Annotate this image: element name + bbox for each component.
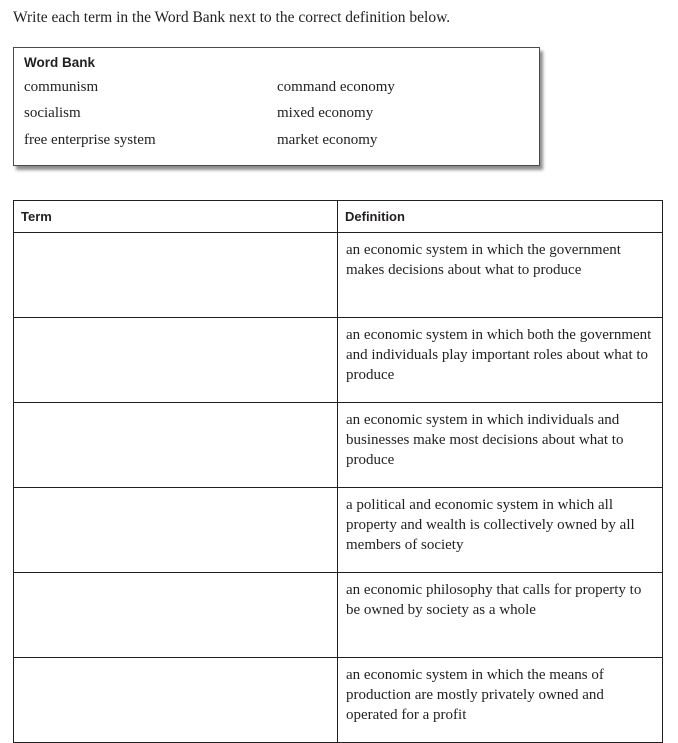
word-bank-term: market economy (277, 132, 378, 148)
term-answer-cell[interactable] (14, 233, 338, 318)
definition-cell: an economic system in which the government makes decisions about what to produce (338, 233, 663, 318)
term-answer-cell[interactable] (14, 573, 338, 658)
definition-cell: an economic system in which individuals and businesses make most decisions about what to produce (338, 403, 663, 488)
term-column-header: Term (14, 201, 338, 233)
table-row (14, 403, 663, 488)
definition-cell: an economic system in which the means of production are mostly privately owned and operated for a profit (338, 658, 663, 743)
word-bank-term: command economy (277, 79, 395, 95)
table-row (14, 573, 663, 658)
word-bank-term: free enterprise system (24, 132, 156, 148)
term-definition-table (13, 200, 663, 743)
definition-cell: an economic system in which both the government and individuals play important roles about what to produce (338, 318, 663, 403)
instructions-text: Write each term in the Word Bank next to the correct definition below. (13, 9, 451, 26)
term-answer-cell[interactable] (14, 488, 338, 573)
table-row (14, 318, 663, 403)
term-answer-cell[interactable] (14, 658, 338, 743)
word-bank-term: mixed economy (277, 105, 374, 121)
term-answer-cell[interactable] (14, 318, 338, 403)
definition-column-header: Definition (338, 201, 663, 233)
word-bank-box (13, 47, 540, 166)
table-header-row (14, 201, 663, 233)
definition-cell: an economic philosophy that calls for property to be owned by society as a whole (338, 573, 663, 658)
word-bank-term: socialism (24, 105, 81, 121)
term-answer-cell[interactable] (14, 403, 338, 488)
table-row (14, 233, 663, 318)
table-row (14, 658, 663, 743)
definition-cell: a political and economic system in which all property and wealth is collectively owned by all members of society (338, 488, 663, 573)
table-row (14, 488, 663, 573)
word-bank-title: Word Bank (24, 55, 96, 70)
word-bank-term: communism (24, 79, 99, 95)
